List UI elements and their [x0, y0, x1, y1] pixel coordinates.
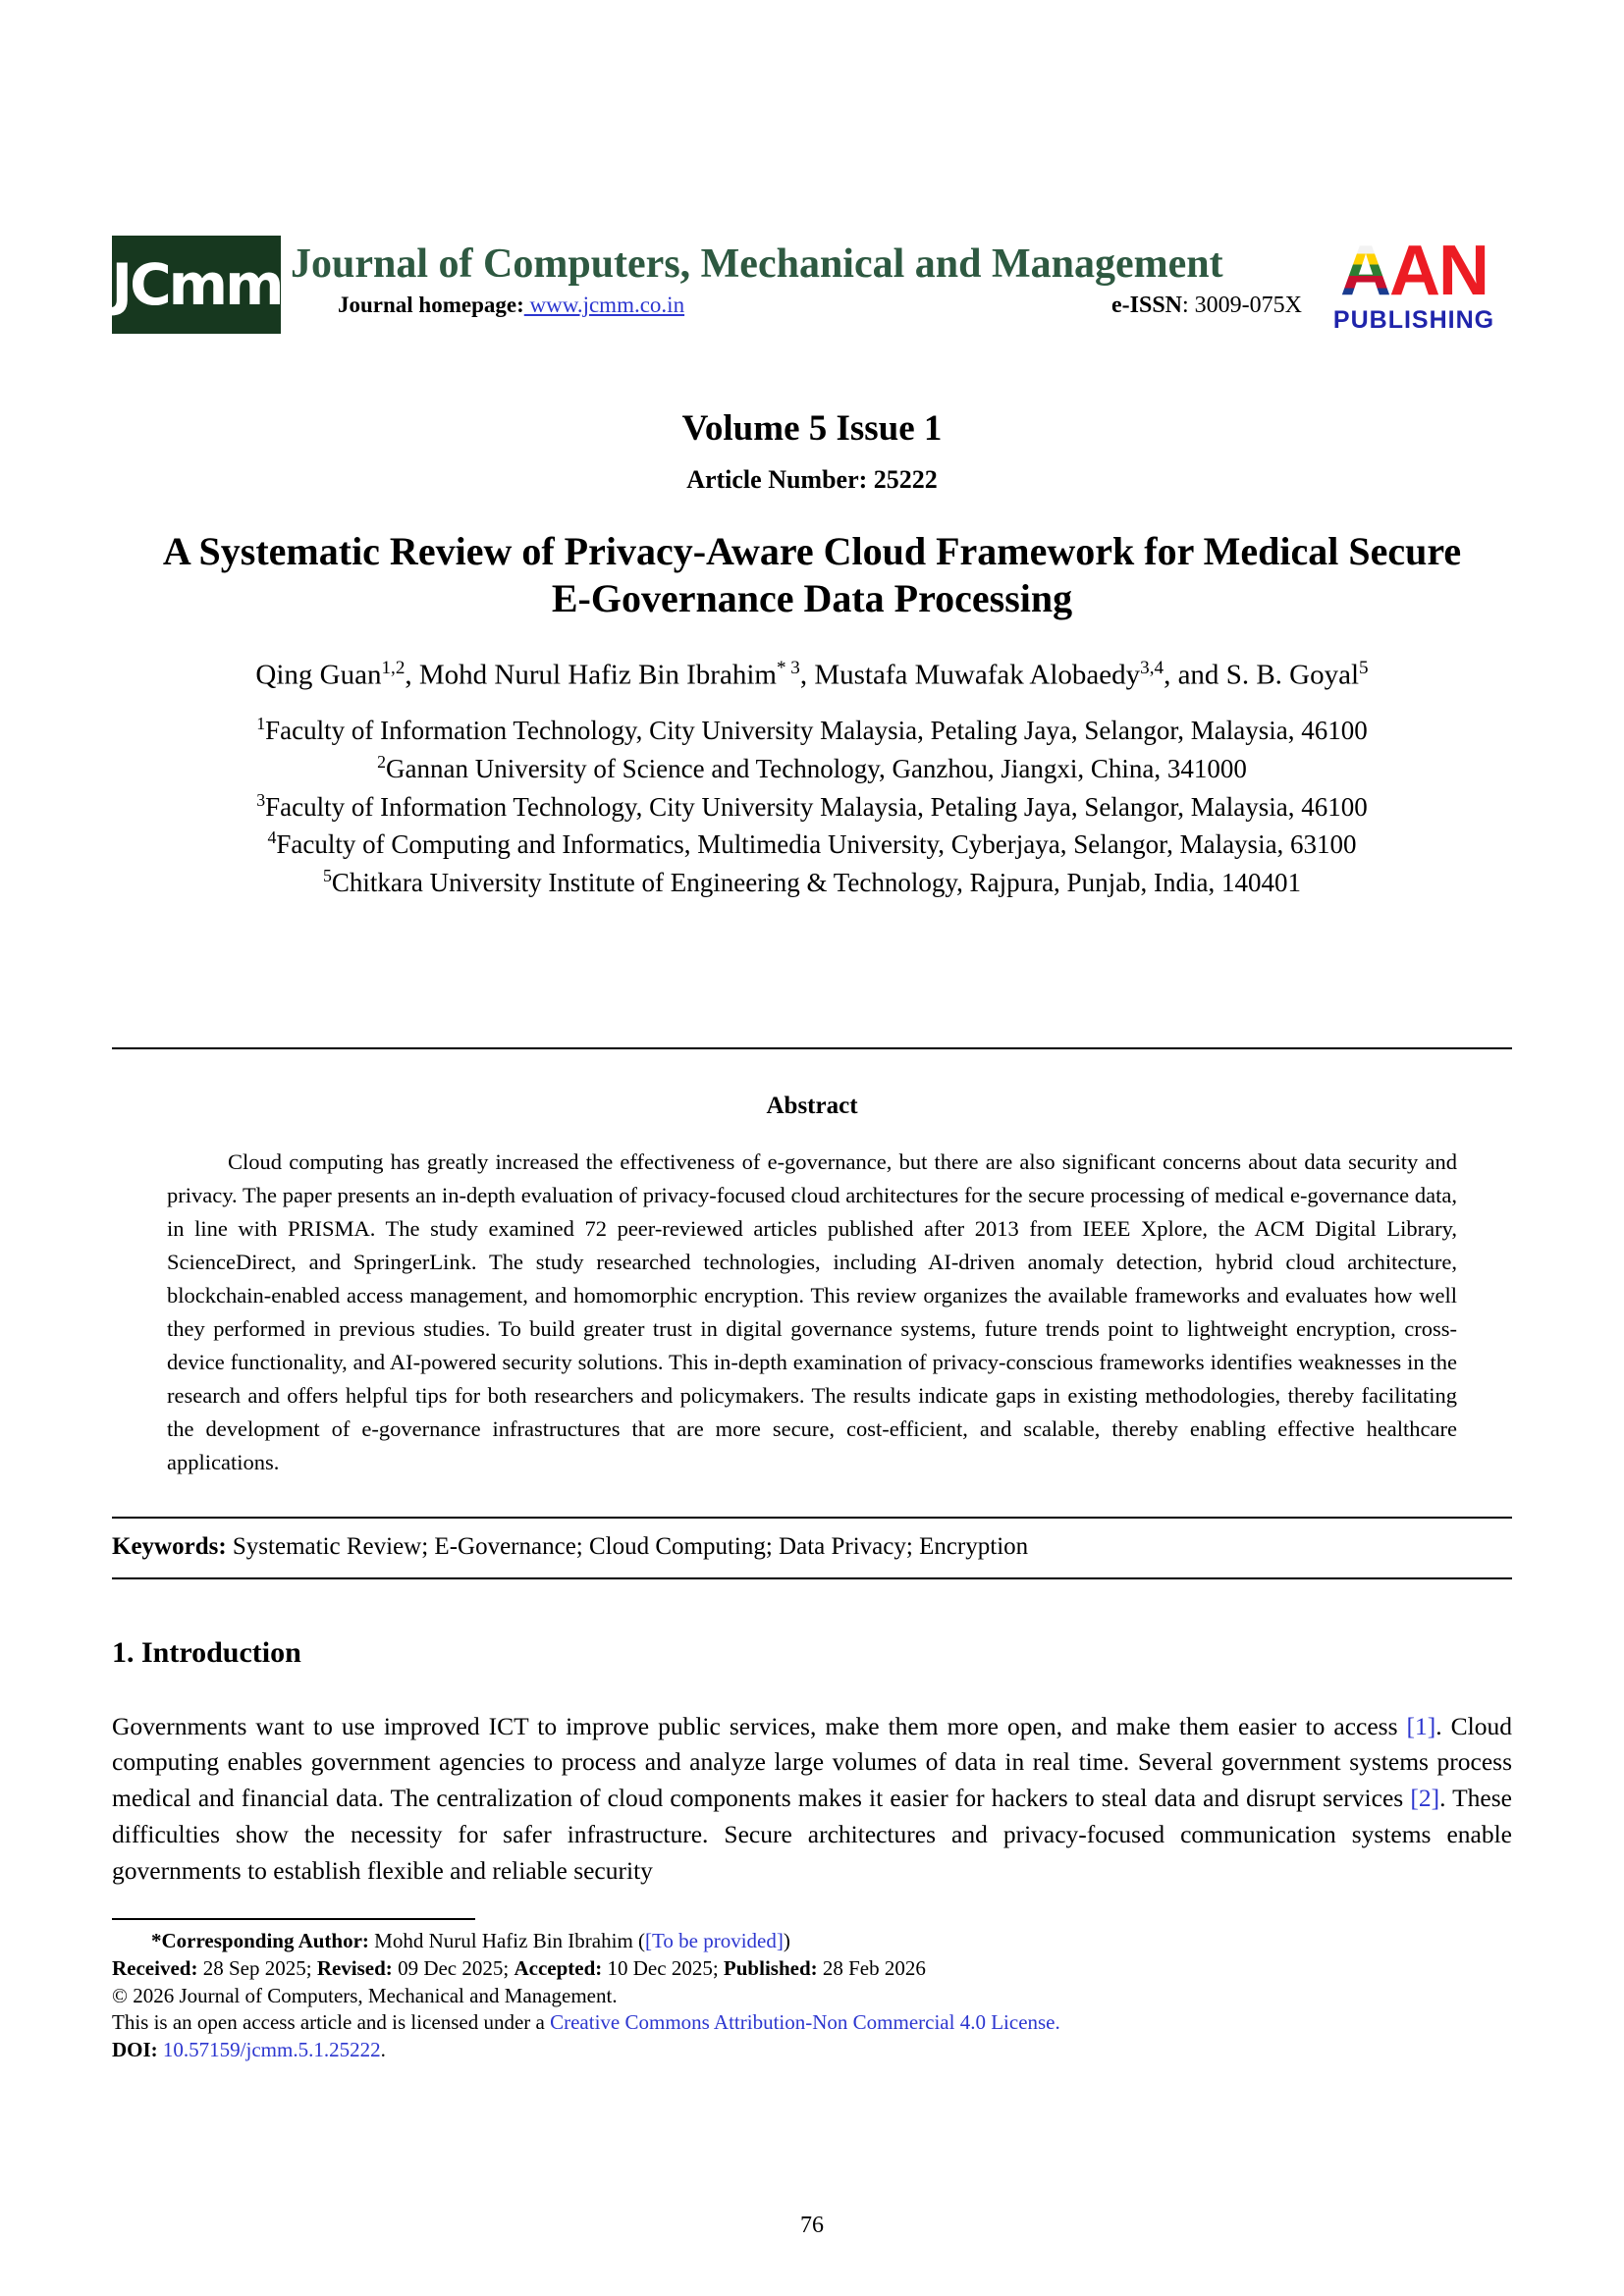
keywords-top-rule — [112, 1517, 1512, 1519]
paragraph-text: Governments want to use improved ICT to improve public services, make them more open, and make them easier to access — [112, 1711, 1407, 1740]
corresponding-close-paren: ) — [783, 1929, 790, 1953]
author-superscript: 3,4 — [1140, 658, 1164, 679]
author-separator: , — [405, 660, 419, 692]
eissn-label: e-ISSN — [1110, 293, 1182, 319]
paragraph-text: . Cloud computing enables government agencies to process and analyze large volumes of data in real time. Several government systems process medical and financial data. The centralization of cloud components makes it easier for hackers to steal data and disrupt services — [112, 1711, 1513, 1813]
paragraph-text: . These difficulties show the necessity for safer infrastructure. Secure architectures and privacy-focused communication systems enable governments to establish flexible and reliable security — [112, 1784, 1512, 1885]
page-number: 76 — [800, 2213, 824, 2238]
author-name: Mohd Nurul Hafiz Bin Ibrahim — [418, 660, 777, 692]
author-name: S. B. Goyal — [1225, 660, 1360, 692]
aan-publishing-text: PUBLISHING — [1332, 306, 1495, 335]
corresponding-author-note — [112, 1928, 1512, 1955]
keywords-label: Keywords: — [112, 1532, 227, 1560]
eissn-value: : 3009-075X — [1182, 293, 1302, 319]
affiliation-text: Chitkara University Institute of Engineering & Technology, Rajpura, Punjab, India, 140401 — [331, 868, 1302, 898]
article-number: Article Number: 25222 — [686, 465, 938, 495]
doi-label: DOI: — [112, 2038, 158, 2062]
keywords-text: Systematic Review; E-Governance; Cloud Computing; Data Privacy; Encryption — [226, 1532, 1029, 1560]
paper-title: A Systematic Review of Privacy-Aware Cloud Framework for Medical Secure E-Governance Data Processing — [162, 529, 1462, 621]
keywords-bottom-rule — [112, 1577, 1512, 1579]
received-label: Received: — [112, 1956, 198, 1981]
license-line — [112, 2009, 1512, 2037]
volume-issue: Volume 5 Issue 1 — [681, 408, 943, 450]
journal-title: Journal of Computers, Mechanical and Management — [291, 241, 1223, 287]
published-label: Published: — [723, 1956, 818, 1981]
affiliation-superscript: 5 — [322, 866, 332, 886]
aan-letters — [1316, 232, 1512, 310]
journal-homepage — [291, 293, 684, 318]
affiliation-item — [112, 712, 1512, 750]
author-separator: , — [799, 660, 815, 692]
corresponding-author-label: *Corresponding Author: — [151, 1929, 369, 1953]
eissn — [1111, 293, 1316, 319]
dates-line — [112, 1955, 1512, 1983]
abstract-top-rule — [112, 1047, 1512, 1049]
doi-period: . — [380, 2038, 386, 2062]
footnote-rule — [112, 1918, 475, 1920]
header-row2 — [291, 293, 1316, 319]
author-name: Mustafa Muwafak Alobaedy — [814, 660, 1141, 692]
affiliation-superscript: 3 — [256, 789, 266, 810]
homepage-link[interactable]: www.jcmm.co.in — [523, 293, 685, 318]
affiliation-text: Faculty of Information Technology, City University Malaysia, Petaling Jaya, Selangor, Malaysia, 46100 — [265, 791, 1368, 822]
affiliation-superscript: 4 — [267, 828, 277, 848]
corresponding-author-name: Mohd Nurul Hafiz Bin Ibrahim ( — [368, 1929, 646, 1953]
author-superscript: * 3 — [776, 658, 800, 679]
homepage-label: Journal homepage: — [338, 293, 524, 318]
jcmm-logo-text: JCmm — [111, 251, 282, 318]
citation-link-1[interactable]: [1] — [1406, 1711, 1436, 1740]
affiliation-text: Faculty of Computing and Informatics, Multimedia University, Cyberjaya, Selangor, Malaysia, 63100 — [276, 829, 1357, 860]
aan-publishing-logo — [1316, 232, 1512, 335]
affiliation-superscript: 1 — [256, 714, 266, 734]
abstract-text: Cloud computing has greatly increased the effectiveness of e-governance, but there are also significant concerns about data security and privacy. The paper presents an in-depth evaluation of privacy-focused cloud architectures for the secure processing of medical e-governance data, in line with PRISMA. The study examined 72 peer-reviewed articles published after 2013 from IEEE Xplore, the ACM Digital Library, ScienceDirect, and SpringerLink. The study researched technologies, including AI-driven anomaly detection, hybrid cloud architecture, blockchain-enabled access management, and homomorphic encryption. This review organizes the available frameworks and evaluates how well they performed in previous studies. To build greater trust in digital governance systems, future trends point to lightweight encryption, cross-device functionality, and AI-powered security solutions. This in-depth examination of privacy-conscious frameworks identifies weaknesses in the research and offers helpful tips for both researchers and policymakers. The results indicate gaps in existing methodologies, thereby facilitating the development of e-governance infrastructures that are more secure, cost-efficient, and scalable, thereby enabling effective healthcare applications. — [167, 1149, 1457, 1474]
affiliation-item — [112, 826, 1512, 864]
doi-line — [112, 2037, 1512, 2064]
received-value: 28 Sep 2025; — [197, 1956, 317, 1981]
author-superscript: 1,2 — [381, 658, 406, 679]
authors-line — [112, 658, 1512, 692]
introduction-paragraph — [112, 1709, 1512, 1890]
section-heading-introduction: 1. Introduction — [112, 1635, 301, 1669]
affiliation-text: Faculty of Information Technology, City University Malaysia, Petaling Jaya, Selangor, Malaysia, 46100 — [265, 716, 1368, 746]
aan-flag-letter-a: A — [1340, 232, 1389, 310]
license-text: This is an open access article and is licensed under a — [112, 2010, 551, 2035]
header-middle — [281, 236, 1316, 319]
revised-value: 09 Dec 2025; — [392, 1956, 514, 1981]
jcmm-logo — [112, 236, 281, 334]
license-link[interactable]: Creative Commons Attribution-Non Commercial 4.0 License. — [550, 2010, 1060, 2035]
published-value: 28 Feb 2026 — [817, 1956, 926, 1981]
author-name: Qing Guan — [255, 660, 382, 692]
affiliation-item — [112, 788, 1512, 827]
copyright-line: © 2026 Journal of Computers, Mechanical and Management. — [112, 1983, 618, 2007]
affiliation-superscript: 2 — [377, 751, 386, 772]
keywords-line — [112, 1533, 1512, 1561]
author-superscript: 5 — [1359, 658, 1369, 679]
aan-letters-an: AN — [1389, 232, 1488, 310]
abstract-heading: Abstract — [766, 1093, 858, 1120]
journal-header — [111, 232, 1512, 335]
affiliation-item — [112, 864, 1512, 902]
revised-label: Revised: — [316, 1956, 393, 1981]
accepted-value: 10 Dec 2025; — [602, 1956, 724, 1981]
corresponding-email-link[interactable]: [To be provided] — [645, 1929, 784, 1953]
author-separator: , and — [1164, 660, 1226, 692]
accepted-label: Accepted: — [514, 1956, 603, 1981]
affiliation-item — [112, 750, 1512, 788]
citation-link-2[interactable]: [2] — [1410, 1784, 1440, 1813]
affiliation-text: Gannan University of Science and Technology, Ganzhou, Jiangxi, China, 341000 — [385, 753, 1247, 783]
affiliations-list — [112, 712, 1512, 902]
doi-link[interactable]: 10.57159/jcmm.5.1.25222 — [157, 2038, 381, 2062]
